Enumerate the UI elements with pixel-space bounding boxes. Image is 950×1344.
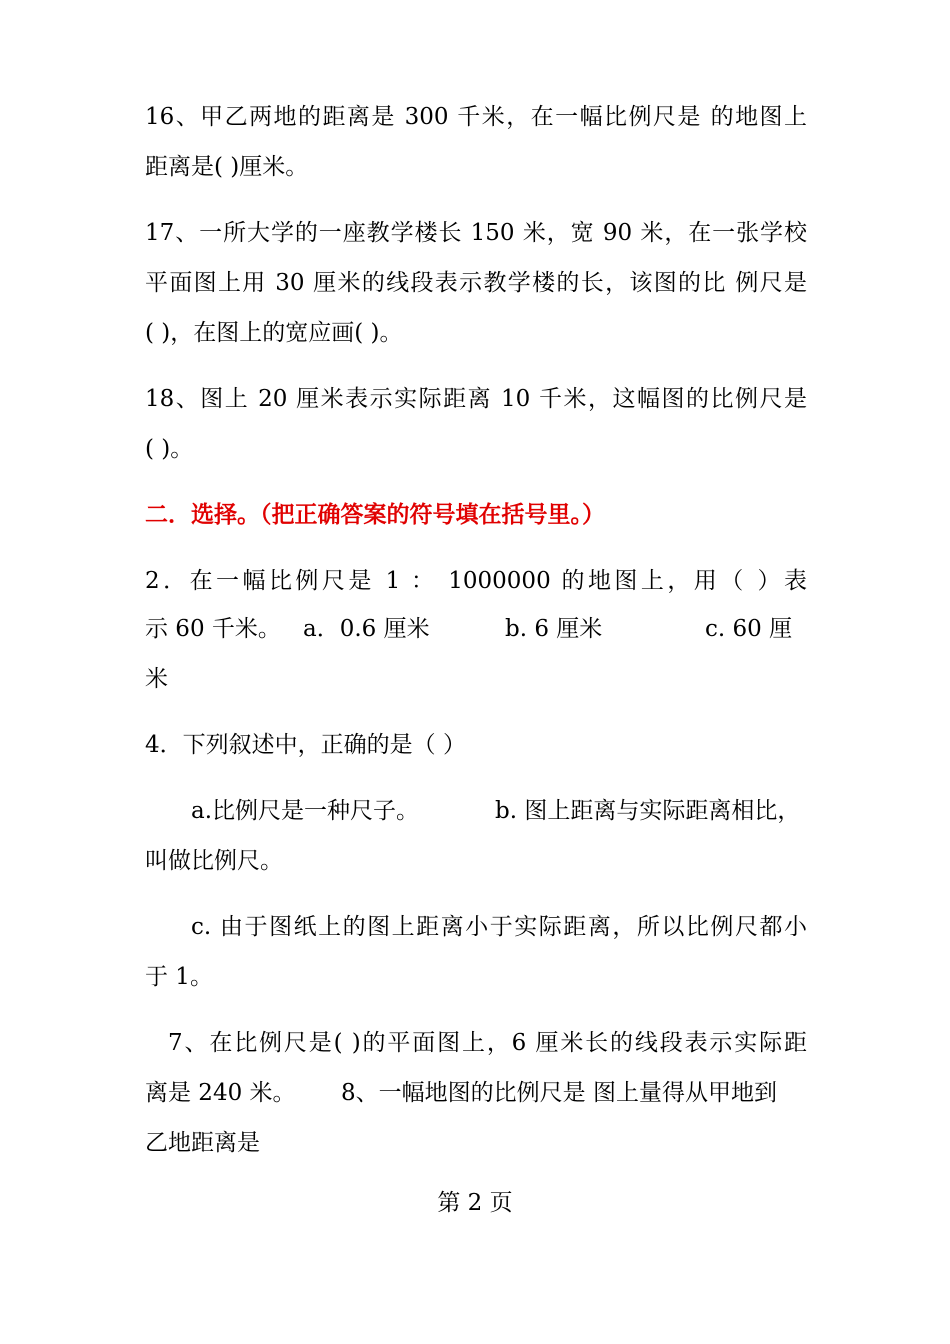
choice-4-line-5: 于 1。	[145, 964, 213, 990]
question-18-line-1: 18、图上 20 厘米表示实际距离 10 千米，这幅图的比例尺是	[145, 386, 807, 412]
question-17-line-2: 平面图上用 30 厘米的线段表示教学楼的长，该图的比 例尺是	[145, 270, 807, 296]
question-16-line-1: 16、甲乙两地的距离是 300 千米，在一幅比例尺是 的地图上	[145, 104, 807, 130]
choice-4-line-3: 叫做比例尺。	[145, 848, 283, 874]
choice-2-line-1: 2．在一幅比例尺是 1 ： 1000000 的地图上，用（ ）表	[145, 568, 807, 594]
choice-4-option-b: b. 图上距离与实际距离相比，	[495, 798, 801, 824]
choice-2-line-3: 米	[145, 666, 168, 692]
question-17-line-3: ( )，在图上的宽应画( )。	[145, 320, 403, 346]
section-2-heading: 二．选择。（把正确答案的符号填在括号里。）	[145, 501, 605, 528]
choice-2-option-c: c. 60 厘	[705, 616, 793, 642]
choice-2-option-b: b. 6 厘米	[505, 616, 603, 642]
choice-8-stem: 8、一幅地图的比例尺是 图上量得从甲地到	[341, 1080, 777, 1106]
question-18-line-2: ( )。	[145, 436, 194, 462]
choice-4-option-a: a.比例尺是一种尺子。	[191, 798, 420, 824]
page-number: 第 2 页	[437, 1190, 513, 1216]
question-16-line-2: 距离是( )厘米。	[145, 154, 309, 180]
choice-8-line-2: 乙地距离是	[145, 1130, 260, 1156]
choice-7-line-1: 7、在比例尺是( )的平面图上，6 厘米长的线段表示实际距	[168, 1030, 807, 1056]
choice-4-option-c: c. 由于图纸上的图上距离小于实际距离，所以比例尺都小	[191, 914, 807, 940]
question-17-line-1: 17、一所大学的一座教学楼长 150 米，宽 90 米，在一张学校	[145, 220, 807, 246]
choice-7-stem-end: 离是 240 米。	[145, 1080, 296, 1106]
choice-4-line-1: 4．下列叙述中，正确的是（ ）	[145, 732, 466, 758]
choice-2-stem-end: 示 60 千米。	[145, 616, 281, 642]
choice-2-option-a: a．0.6 厘米	[303, 616, 430, 642]
